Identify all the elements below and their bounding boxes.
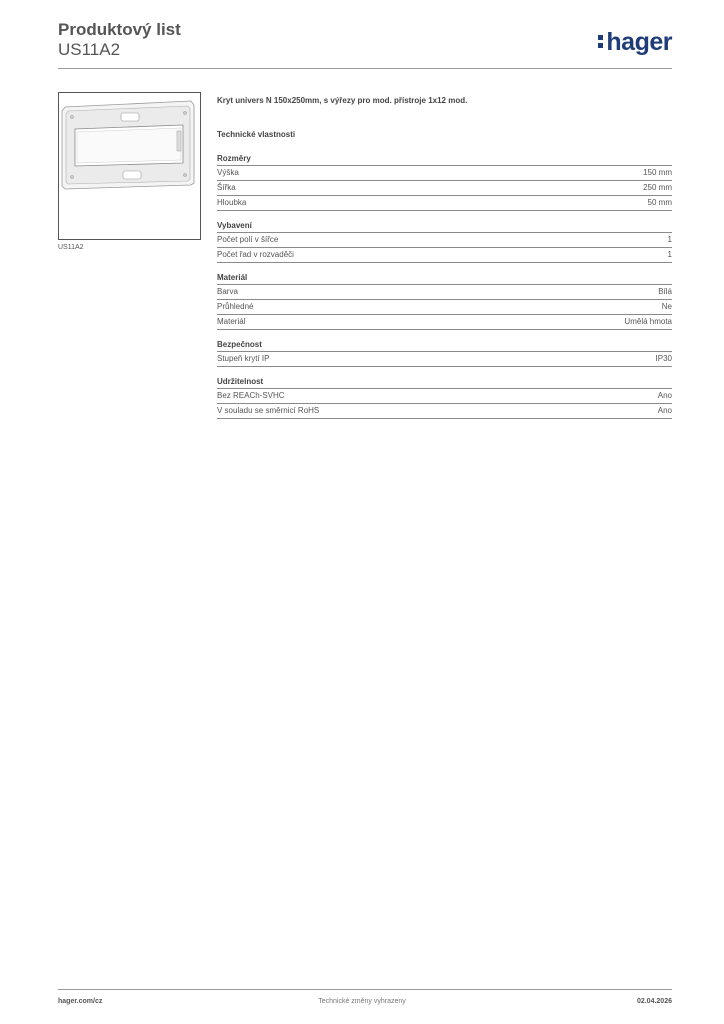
image-caption: US11A2 bbox=[58, 244, 84, 251]
product-cover-icon bbox=[59, 93, 200, 239]
section-material bbox=[217, 273, 672, 330]
row-value: Ne bbox=[661, 302, 672, 311]
table-row bbox=[217, 166, 672, 181]
row-value: 1 bbox=[667, 235, 672, 244]
table-row bbox=[217, 181, 672, 196]
section-title: Udržitelnost bbox=[217, 377, 672, 389]
row-value: 50 mm bbox=[647, 198, 672, 207]
table-row bbox=[217, 248, 672, 263]
product-details bbox=[217, 96, 672, 419]
section-title: Vybavení bbox=[217, 221, 672, 233]
row-label: Počet řad v rozvaděči bbox=[217, 250, 294, 259]
table-row bbox=[217, 196, 672, 211]
product-image bbox=[58, 92, 201, 240]
row-label: Šířka bbox=[217, 183, 236, 192]
table-row bbox=[217, 285, 672, 300]
row-label: Průhledné bbox=[217, 302, 254, 311]
section-title: Rozměry bbox=[217, 154, 672, 166]
product-description: Kryt univers N 150x250mm, s výřezy pro mod. přístroje 1x12 mod. bbox=[217, 96, 468, 105]
footer-disclaimer: Technické změny vyhrazeny bbox=[318, 998, 406, 1005]
table-row bbox=[217, 404, 672, 419]
table-row bbox=[217, 389, 672, 404]
product-code: US11A2 bbox=[58, 40, 121, 59]
tech-properties-heading: Technické vlastnosti bbox=[217, 130, 296, 139]
row-value: Ano bbox=[657, 391, 672, 400]
page-header bbox=[58, 20, 672, 70]
row-value: Ano bbox=[657, 406, 672, 415]
section-title: Materiál bbox=[217, 273, 672, 285]
row-label: Stupeň krytí IP bbox=[217, 354, 270, 363]
row-label: Barva bbox=[217, 287, 238, 296]
header-divider bbox=[58, 68, 672, 69]
row-value: 250 mm bbox=[643, 183, 672, 192]
logo-dots-icon bbox=[598, 28, 604, 52]
section-sustainability bbox=[217, 377, 672, 419]
table-row bbox=[217, 300, 672, 315]
row-label: Bez REACh-SVHC bbox=[217, 391, 285, 400]
hager-logo bbox=[598, 28, 672, 57]
section-title: Bezpečnost bbox=[217, 340, 672, 352]
row-value: 150 mm bbox=[643, 168, 672, 177]
page-title: Produktový list bbox=[58, 20, 181, 39]
row-label: Výška bbox=[217, 168, 239, 177]
table-row bbox=[217, 315, 672, 330]
row-label: Počet polí v šířce bbox=[217, 235, 279, 244]
section-equipment bbox=[217, 221, 672, 263]
row-value: Bílá bbox=[658, 287, 672, 296]
row-value: 1 bbox=[667, 250, 672, 259]
logo-text: hager bbox=[606, 28, 672, 56]
footer-date: 02.04.2026 bbox=[636, 998, 672, 1005]
row-label: Hloubka bbox=[217, 198, 247, 207]
footer-website-link[interactable]: hager.com/cz bbox=[58, 998, 103, 1005]
section-dimensions bbox=[217, 154, 672, 211]
row-label: V souladu se směrnicí RoHS bbox=[217, 406, 320, 415]
section-safety bbox=[217, 340, 672, 367]
footer-divider bbox=[58, 989, 672, 990]
row-value: Umělá hmota bbox=[624, 317, 672, 326]
table-row bbox=[217, 233, 672, 248]
row-value: IP30 bbox=[655, 354, 672, 363]
row-label: Materiál bbox=[217, 317, 246, 326]
table-row bbox=[217, 352, 672, 367]
